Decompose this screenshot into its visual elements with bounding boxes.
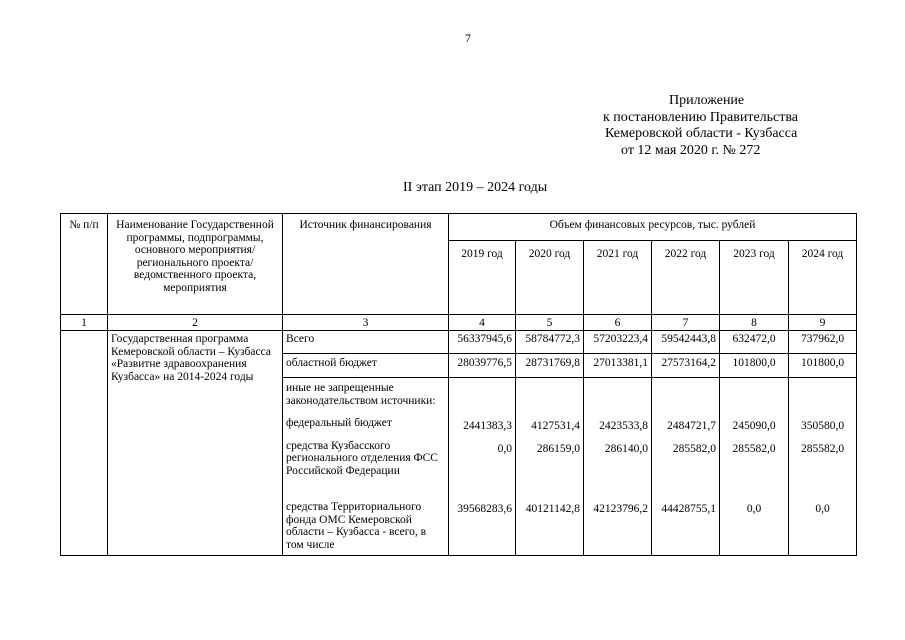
header-year: 2020 год	[516, 241, 584, 315]
value-cell: 27013381,1	[584, 354, 652, 378]
value-cell: 285582,0	[672, 442, 716, 455]
header-year: 2021 год	[584, 241, 652, 315]
col-number: 4	[449, 315, 516, 331]
source-block	[283, 378, 449, 556]
value-cell: 0,0	[497, 442, 512, 455]
header-name: Наименование Государственной программы, подпрограммы, основного мероприятия/регионального проекта/ведомственного проекта, мероприятия	[108, 214, 283, 315]
appendix-header	[580, 93, 850, 159]
value-cell: 59542443,8	[652, 331, 720, 354]
source-federal-budget: федеральный бюджет	[286, 417, 392, 429]
col-number: 2	[108, 315, 283, 331]
value-cell: 2441383,3	[463, 420, 512, 432]
value-cell: 56337945,6	[449, 331, 516, 354]
value-cell: 4127531,4	[531, 420, 580, 432]
financing-table	[60, 213, 857, 556]
program-name: Государственная программа Кемеровской области – Кузбасса «Развитне здравоохранения Кузбасса» на 2014-2024 годы	[108, 331, 283, 556]
value-cell: 245090,0	[732, 420, 776, 432]
appendix-line-3: Кемеровской области - Кузбасса	[605, 126, 798, 141]
source-total: Всего	[283, 331, 449, 354]
col-number: 7	[652, 315, 720, 331]
value-cell: 39568283,6	[457, 503, 512, 515]
col-number: 6	[584, 315, 652, 331]
source-regional-budget: областной бюджет	[283, 354, 449, 378]
value-column	[789, 378, 857, 556]
source-oms: средства Территориального фонда ОМС Кемеровской области – Кузбасса - всего, в том числе	[286, 501, 427, 551]
col-number: 9	[789, 315, 857, 331]
value-column	[584, 378, 652, 556]
appendix-line-4: от 12 мая 2020 г. № 272	[621, 142, 761, 158]
row-num-cell	[61, 331, 108, 556]
header-volume: Объем финансовых ресурсов, тыс. рублей	[449, 214, 857, 241]
value-cell: 0,0	[746, 503, 762, 515]
value-column	[652, 378, 720, 556]
source-other: иные не запрещенные законодательством источники:	[286, 382, 436, 407]
value-cell: 42123796,2	[593, 503, 648, 515]
value-cell: 0,0	[815, 503, 830, 515]
col-number: 5	[516, 315, 584, 331]
header-year: 2019 год	[449, 241, 516, 315]
header-year: 2022 год	[652, 241, 720, 315]
value-cell: 286159,0	[536, 442, 580, 455]
col-number: 8	[720, 315, 789, 331]
appendix-line-2: к постановлению Правительства	[603, 109, 799, 125]
source-fss: средства Кузбасского регионального отделения ФСС Российской Федерации	[286, 439, 438, 477]
value-cell: 28039776,5	[449, 354, 516, 378]
col-number: 1	[61, 315, 108, 331]
value-cell: 350580,0	[800, 420, 845, 432]
header-year: 2023 год	[720, 241, 789, 315]
page-number: 7	[465, 31, 471, 45]
value-cell: 2423533,8	[599, 420, 648, 432]
col-number: 3	[283, 315, 449, 331]
value-cell: 632472,0	[720, 331, 789, 354]
header-num: № п/п	[61, 214, 108, 315]
value-column	[449, 378, 516, 556]
value-cell: 57203223,4	[584, 331, 652, 354]
value-cell: 286140,0	[604, 442, 648, 455]
value-cell: 40121142,8	[525, 503, 580, 515]
header-source: Источник финансирования	[283, 214, 449, 315]
value-cell: 101800,0	[789, 354, 857, 378]
value-cell: 58784772,3	[516, 331, 584, 354]
value-cell: 2484721,7	[667, 420, 716, 432]
value-cell: 27573164,2	[652, 354, 720, 378]
header-year: 2024 год	[789, 241, 857, 315]
value-cell: 44428755,1	[661, 503, 716, 515]
value-column	[720, 378, 789, 556]
value-cell: 285582,0	[800, 442, 845, 455]
stage-title: II этап 2019 – 2024 годы	[403, 180, 548, 195]
value-column	[516, 378, 584, 556]
value-cell: 737962,0	[789, 331, 857, 354]
value-cell: 285582,0	[732, 442, 776, 455]
appendix-line-1: Приложение	[669, 93, 745, 108]
value-cell: 28731769,8	[516, 354, 584, 378]
value-cell: 101800,0	[720, 354, 789, 378]
